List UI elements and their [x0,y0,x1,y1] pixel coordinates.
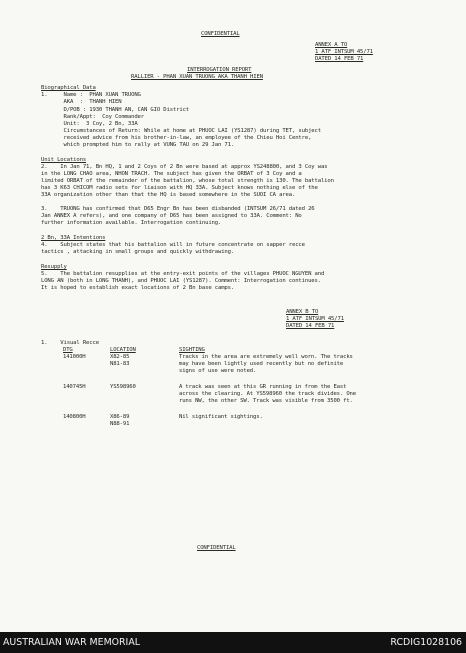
classification-bottom: CONFIDENTIAL [197,545,236,551]
report-title: INTERROGATION REPORT [187,67,252,73]
column-header-location: LOCATION [110,347,136,353]
unit-locations-line: 3. TRUONG has confirmed that D65 Engr Bn has been disbanded (INTSUM 26/71 dated 26 [41,206,315,212]
recce-sighting: Tracks in the area are extremely well worn. The tracks [179,354,353,360]
recce-location: X86-89 [110,414,130,420]
bio-line: Unit: 3 Coy, 2 Bn, 33A [41,121,138,127]
unit-locations-line: Jan ANNEX A refers), and one company of D65 has been assigned to 33A. Comment: No [41,213,302,219]
annex-b-line-3: DATED 14 FEB 71 [286,323,335,329]
recce-sighting: across the clearing. At YS598960 the track divides. One [179,391,356,397]
intentions-line: 4. Subject states that his battalion will in future concentrate on sapper recce [41,242,305,248]
recce-sighting: may have been lightly used recently but no definite [179,361,344,367]
unit-locations-line: in the LONG CHAO area, NHON TRACH. The subject has given the ORBAT of 3 Coy and a [41,171,302,177]
unit-locations-line: has 3 K63 CHICOM radio sets for liaison with HQ 33A. Subject knows nothing else of the [41,185,318,191]
bio-line: Circumstances of Return: While at home at PHUOC LAI (YS1287) during TET, subject [41,128,321,134]
bio-heading: Biographical Data [41,85,96,91]
recce-sighting: signs of use were noted. [179,368,257,374]
bio-line: Rank/Appt: Coy Commander [41,114,144,120]
unit-locations-line: further information available. Interrogation continuing. [41,220,222,226]
recce-dtg: 140800H [63,414,86,420]
recce-dtg: 140745H [63,384,86,390]
unit-locations-line: 33A organization other than that the HQ is based somewhere in the SUOI CA area. [41,192,296,198]
archive-footer [0,632,466,653]
recce-dtg: 141000H [63,354,86,360]
resupply-line: 5. The battalion resupplies at the entry-exit points of the villages PHUOC NGUYEN and [41,271,325,277]
bio-line: AKA : THANH HIEN [41,99,122,105]
annex-b-line-2: 1 ATF INTSUM 45/71 [286,316,344,322]
annex-a-line-3: DATED 14 FEB 71 [315,56,364,62]
report-subtitle: RALLIER - PHAN XUAN TRUONG AKA THANH HIEN [131,74,263,80]
unit-locations-line: limited ORBAT of the remainder of the battalion, whose total strength is 130. The battalion [41,178,334,184]
archive-reference: RCDIG1028106 [390,637,462,648]
recce-sighting: A track was seen at this GR running in from the East [179,384,347,390]
unit-locations-heading: Unit Locations [41,157,87,163]
classification-top: CONFIDENTIAL [201,31,240,37]
column-header-sighting: SIGHTING [179,347,205,353]
intentions-heading: 2 Bn, 33A Intentions [41,235,106,241]
recce-location: N81-83 [110,361,130,367]
bio-line: received advice from his brother-in-law, an employee of the Chieu Hoi Centre, [41,135,312,141]
recce-location: N88-91 [110,421,130,427]
resupply-line: LONG AN (both in LONG THANH), and PHUOC LAI (YS1287). Comment: Interrogation continues. [41,278,321,284]
recce-sighting: Nil significant sightings. [179,414,263,420]
intentions-line: tactics , attacking in small groups and quickly withdrawing. [41,249,235,255]
bio-line: D/POB : 1930 THANH AN, CAN GIO District [41,107,190,113]
bio-line: 1. Name : PHAN XUAN TRUONG [41,92,141,98]
resupply-line: It is hoped to establish exact locations of 2 Bn base camps. [41,285,235,291]
visual-recce-heading: 1. Visual Recce [41,340,99,346]
bio-line: which prompted him to rally at VUNG TAU on 29 Jan 71. [41,142,235,148]
unit-locations-line: 2. In Jan 71, Bn HQ, 1 and 2 Coys of 2 Bn were based at approx YS248800, and 3 Coy was [41,164,328,170]
recce-location: X82-85 [110,354,130,360]
annex-b-line-1: ANNEX B TO [286,309,319,315]
annex-a-line-2: 1 ATF INTSUM 45/71 [315,49,373,55]
recce-location: YS598960 [110,384,136,390]
archive-name: AUSTRALIAN WAR MEMORIAL [3,637,140,648]
recce-sighting: runs NW, the other SW. Track was visible from 3500 ft. [179,398,353,404]
annex-a-line-1: ANNEX A TO [315,42,348,48]
column-header-dtg: DTG [63,347,73,353]
resupply-heading: Resupply [41,264,67,270]
